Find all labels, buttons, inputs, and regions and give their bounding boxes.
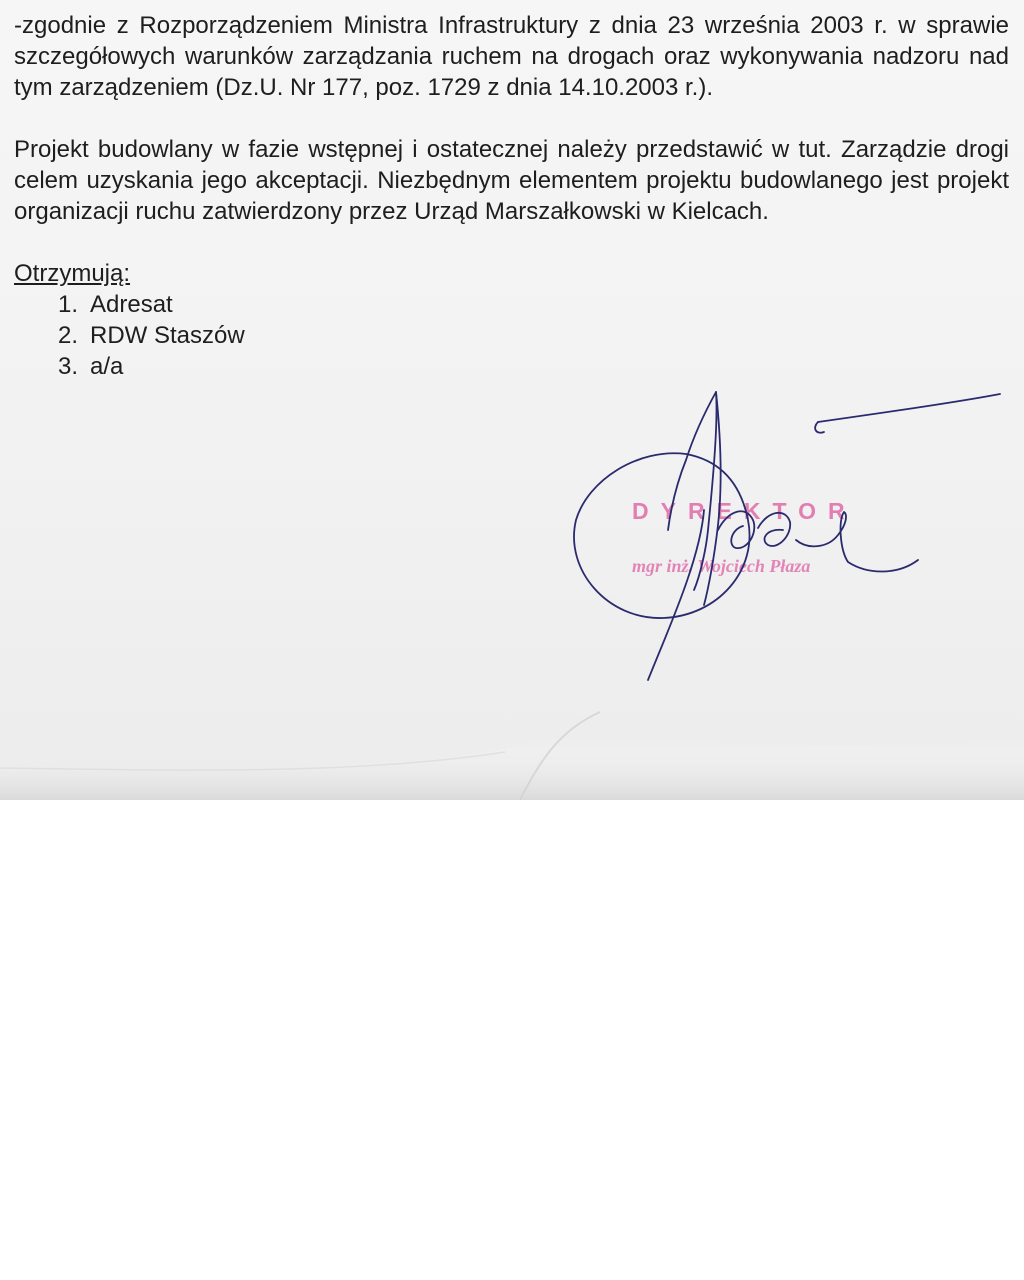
list-item-number: 3. — [57, 353, 78, 380]
list-item — [14, 351, 1009, 382]
list-item-number: 2. — [57, 322, 78, 349]
handwritten-signature — [568, 380, 1008, 690]
recipients-section — [14, 258, 1009, 382]
director-stamp — [568, 380, 1008, 690]
list-item-number: 1. — [57, 291, 78, 318]
list-item — [14, 320, 1009, 351]
list-item-label: Adresat — [90, 291, 173, 318]
list-item-label: RDW Staszów — [90, 322, 245, 349]
paragraph-regulation: -zgodnie z Rozporządzeniem Ministra Infrastruktury z dnia 23 września 2003 r. w sprawie szczegółowych warunków zarządzania ruchem na drogach oraz wykonywania nadzoru nad tym zarządzeniem (Dz.U. Nr 177, poz. 1729 z dnia 14.10.2003 r.). — [14, 12, 1009, 101]
letter-body — [14, 10, 1009, 382]
list-item-label: a/a — [90, 353, 124, 380]
paragraph-project: Projekt budowlany w fazie wstępnej i ostatecznej należy przedstawić w tut. Zarządzie drogi celem uzyskania jego akceptacji. Niezbędnym elementem projektu budowlanego jest projekt organizacji ruchu zatwierdzony przez Urząd Marszałkowski w Kielcach. — [14, 136, 1009, 225]
stamp-title: DYREKTOR — [632, 498, 857, 524]
recipients-heading: Otrzymują: — [14, 260, 131, 287]
stamp-name: mgr inż. Wojciech Płaza — [632, 556, 811, 576]
recipients-list — [14, 289, 1009, 382]
list-item — [14, 289, 1009, 320]
